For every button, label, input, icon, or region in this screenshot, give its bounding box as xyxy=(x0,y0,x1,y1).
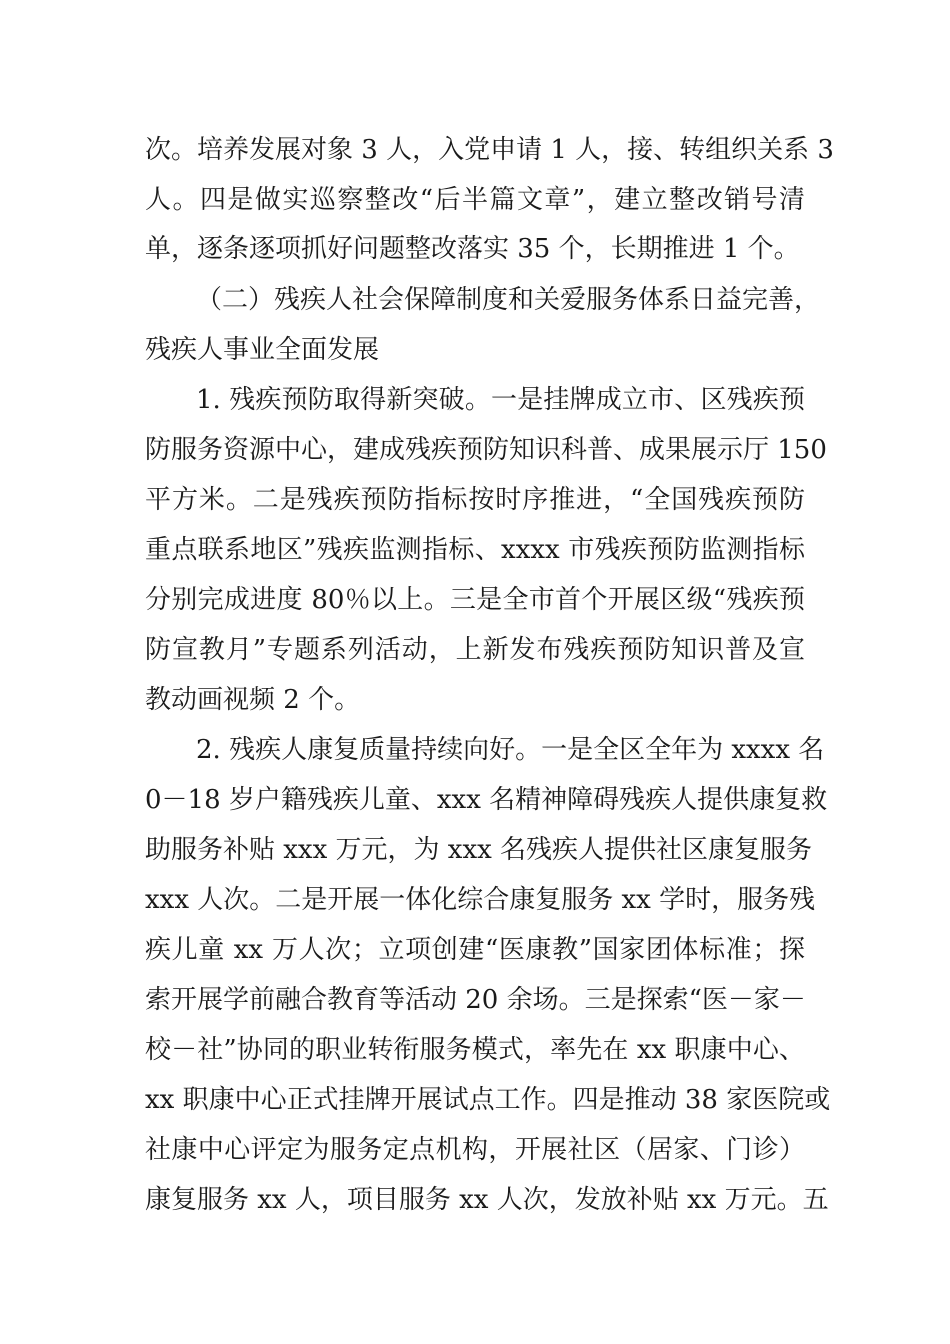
text-line-content: 助服务补贴 xxx 万元，为 xxx 名残疾人提供社区康复服务 xyxy=(145,835,813,865)
text-line xyxy=(0,980,950,1020)
text-line-content: 人。四是做实巡察整改“后半篇文章”，建立整改销号清 xyxy=(145,185,805,215)
text-line xyxy=(0,930,950,970)
text-line xyxy=(0,730,950,770)
text-line-content: xxx 人次。二是开展一体化综合康复服务 xx 学时，服务残 xyxy=(145,885,816,915)
text-line-content: 社康中心评定为服务定点机构，开展社区（居家、门诊） xyxy=(145,1135,805,1165)
text-line xyxy=(0,630,950,670)
text-line xyxy=(0,830,950,870)
text-line-content: 康复服务 xx 人，项目服务 xx 人次，发放补贴 xx 万元。五 xyxy=(145,1185,829,1215)
text-line xyxy=(0,580,950,620)
section-heading: 残疾人事业全面发展 xyxy=(145,335,380,365)
section-heading-line xyxy=(0,280,950,320)
text-line-content: 重点联系地区”残疾监测指标、xxxx 市残疾预防监测指标 xyxy=(145,535,805,565)
text-line xyxy=(0,530,950,570)
text-line xyxy=(0,480,950,520)
text-line xyxy=(0,229,950,269)
text-line-content: 平方米。二是残疾预防指标按时序推进，“全国残疾预防 xyxy=(145,485,805,515)
text-line xyxy=(0,1080,950,1120)
text-line-content: xx 职康中心正式挂牌开展试点工作。四是推动 38 家医院或 xyxy=(145,1085,831,1115)
text-line-content: 分别完成进度 80％以上。三是全市首个开展区级“残疾预 xyxy=(145,585,805,615)
text-line-content: 防宣教月”专题系列活动，上新发布残疾预防知识普及宣 xyxy=(145,635,805,665)
text-line-content: 教动画视频 2 个。 xyxy=(145,685,361,715)
text-line xyxy=(0,130,950,170)
text-line xyxy=(0,780,950,820)
text-line-content: 2. 残疾人康复质量持续向好。一是全区全年为 xxxx 名 xyxy=(196,735,825,765)
text-line xyxy=(0,180,950,220)
text-line xyxy=(0,680,950,720)
text-line-content: 0－18 岁户籍残疾儿童、xxx 名精神障碍残疾人提供康复救 xyxy=(145,785,828,815)
text-line-content: 1. 残疾预防取得新突破。一是挂牌成立市、区残疾预 xyxy=(196,385,805,415)
text-line-content: 索开展学前融合教育等活动 20 余场。三是探索“医－家－ xyxy=(145,985,806,1015)
section-heading: （二）残疾人社会保障制度和关爱服务体系日益完善， xyxy=(196,285,821,315)
text-line xyxy=(0,1130,950,1170)
text-line-content: 单，逐条逐项抓好问题整改落实 35 个，长期推进 1 个。 xyxy=(145,234,800,264)
text-line xyxy=(0,430,950,470)
section-heading-line xyxy=(0,330,950,370)
text-line xyxy=(0,1180,950,1220)
text-line-content: 校－社”协同的职业转衔服务模式，率先在 xx 职康中心、 xyxy=(145,1035,805,1065)
text-line xyxy=(0,380,950,420)
text-line xyxy=(0,1030,950,1070)
text-line-content: 次。培养发展对象 3 人，入党申请 1 人，接、转组织关系 3 xyxy=(145,135,834,165)
text-line xyxy=(0,880,950,920)
text-line-content: 疾儿童 xx 万人次；立项创建“医康教”国家团体标准；探 xyxy=(145,935,805,965)
text-line-content: 防服务资源中心，建成残疾预防知识科普、成果展示厅 150 xyxy=(145,435,827,465)
